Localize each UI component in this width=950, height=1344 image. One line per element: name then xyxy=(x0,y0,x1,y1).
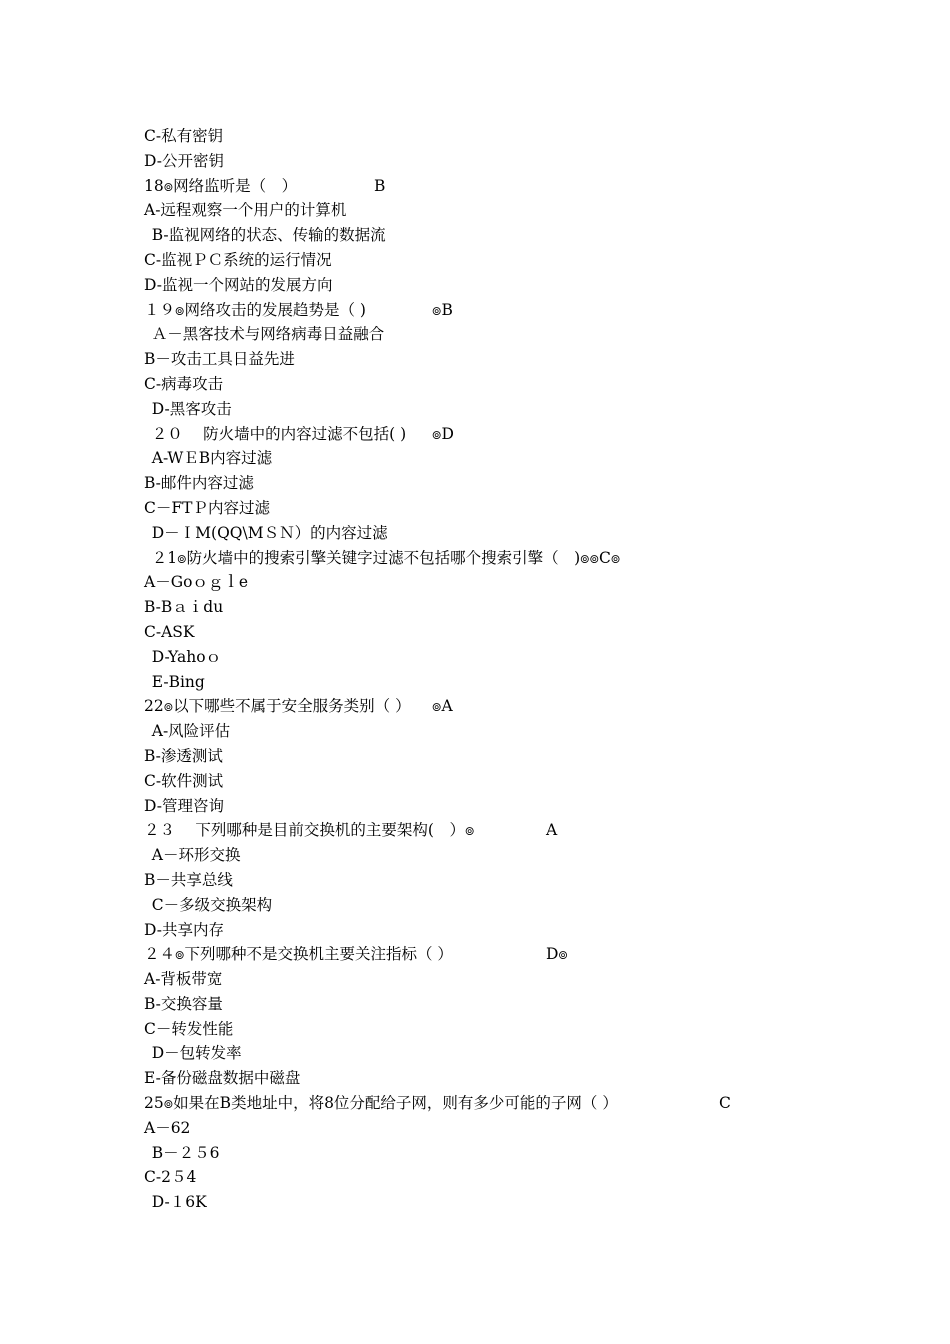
option-text: E-Bing xyxy=(144,672,205,691)
question-line xyxy=(144,1091,904,1116)
option-line xyxy=(144,1041,904,1066)
question-text: ２０ 防火墙中的内容过滤不包括( ) xyxy=(144,424,407,443)
option-line xyxy=(144,794,904,819)
option-line xyxy=(144,744,904,769)
option-text: C－多级交换架构 xyxy=(144,895,273,914)
option-text: A-风险评估 xyxy=(144,722,231,741)
option-line xyxy=(144,124,904,149)
option-text: C-私有密钥 xyxy=(144,127,224,145)
option-text: B-交换容量 xyxy=(144,994,223,1013)
question-text: １９๏网络攻击的发展趋势是（ ) xyxy=(144,300,366,319)
option-line xyxy=(144,670,904,695)
option-text: D-公开密钥 xyxy=(144,151,224,170)
option-line xyxy=(144,719,904,744)
option-text: ２1๏防火墙中的搜索引擎关键字过滤不包括哪个搜索引擎（ )๏๏C๏ xyxy=(144,548,621,567)
answer-key: C xyxy=(719,1094,731,1113)
option-line xyxy=(144,322,904,347)
question-text: 18๏网络监听是（ ） xyxy=(144,176,298,195)
option-text: C-病毒攻击 xyxy=(144,374,224,393)
option-line xyxy=(144,620,904,645)
option-text: D－ＩM(QQ\MＳＮ）的内容过滤 xyxy=(144,523,388,542)
option-text: C－FTＰ内容过滤 xyxy=(144,498,270,517)
answer-key: B xyxy=(374,176,386,195)
option-text: C-软件测试 xyxy=(144,771,224,790)
option-text: E-备份磁盘数据中磁盘 xyxy=(144,1069,301,1088)
option-line xyxy=(144,769,904,794)
question-text: 25๏如果在B类地址中，将8位分配给子网，则有多少可能的子网（ ） xyxy=(144,1094,618,1113)
option-line xyxy=(144,223,904,248)
option-text: A－环形交换 xyxy=(144,846,241,865)
option-text: C-2５4 xyxy=(144,1168,197,1187)
option-line xyxy=(144,1066,904,1091)
option-text: D-监视一个网站的发展方向 xyxy=(144,275,333,294)
question-line xyxy=(144,174,904,199)
answer-key: D๏ xyxy=(546,945,568,964)
option-line xyxy=(144,273,904,298)
option-line xyxy=(144,397,904,422)
option-line xyxy=(144,496,904,521)
option-line xyxy=(144,645,904,670)
option-text: A－Goｏｇｌe xyxy=(144,573,249,592)
option-line xyxy=(144,1116,904,1141)
option-text: B-监视网络的状态、传输的数据流 xyxy=(144,226,386,245)
option-line xyxy=(144,967,904,992)
option-line xyxy=(144,446,904,471)
question-text: ２３ 下列哪种是目前交换机的主要架构( ）๏ xyxy=(144,821,475,840)
option-line xyxy=(144,868,904,893)
option-text: A-背板带宽 xyxy=(144,970,223,989)
option-line xyxy=(144,1141,904,1166)
option-line xyxy=(144,198,904,223)
option-line xyxy=(144,347,904,372)
answer-key: ๏B xyxy=(432,300,453,319)
option-line xyxy=(144,893,904,918)
option-text: B－攻击工具日益先进 xyxy=(144,350,295,369)
question-line xyxy=(144,694,904,719)
option-line xyxy=(144,372,904,397)
question-line xyxy=(144,422,904,447)
option-line xyxy=(144,471,904,496)
option-line xyxy=(144,570,904,595)
option-text: D-Yahoｏ xyxy=(144,647,222,666)
option-text: D-黑客攻击 xyxy=(144,399,232,418)
option-line xyxy=(144,843,904,868)
option-line xyxy=(144,918,904,943)
option-line xyxy=(144,1017,904,1042)
question-list xyxy=(144,124,904,1215)
option-line xyxy=(144,546,904,571)
option-line xyxy=(144,1190,904,1215)
answer-key: ๏A xyxy=(432,697,453,716)
option-text: B-渗透测试 xyxy=(144,746,223,765)
question-line xyxy=(144,298,904,323)
option-text: D-共享内存 xyxy=(144,920,224,939)
option-line xyxy=(144,149,904,174)
option-text: C-ASK xyxy=(144,622,195,641)
option-line xyxy=(144,521,904,546)
option-text: D-管理咨询 xyxy=(144,796,224,815)
option-text: A-远程观察一个用户的计算机 xyxy=(144,201,347,220)
question-text: ２４๏下列哪种不是交换机主要关注指标（ ） xyxy=(144,945,453,964)
option-line xyxy=(144,248,904,273)
answer-key: ๏D xyxy=(432,424,454,443)
question-text: 22๏以下哪些不属于安全服务类别（ ） xyxy=(144,697,411,716)
option-text: A－62 xyxy=(144,1118,191,1137)
option-text: B-邮件内容过滤 xyxy=(144,474,254,493)
option-line xyxy=(144,595,904,620)
option-text: D-１6K xyxy=(144,1193,207,1212)
option-text: B-Bａｉdu xyxy=(144,598,224,617)
option-text: C－转发性能 xyxy=(144,1019,234,1038)
option-text: Ａ－黑客技术与网络病毒日益融合 xyxy=(144,325,385,344)
option-text: B－共享总线 xyxy=(144,870,233,889)
option-line xyxy=(144,1165,904,1190)
answer-key: A xyxy=(546,821,558,840)
option-line xyxy=(144,992,904,1017)
option-text: D－包转发率 xyxy=(144,1044,242,1063)
option-text: A-WＥB内容过滤 xyxy=(144,449,273,468)
option-text: C-监视ＰＣ系统的运行情况 xyxy=(144,250,332,269)
question-line xyxy=(144,818,904,843)
question-line xyxy=(144,942,904,967)
option-text: B－２５6 xyxy=(144,1143,220,1162)
